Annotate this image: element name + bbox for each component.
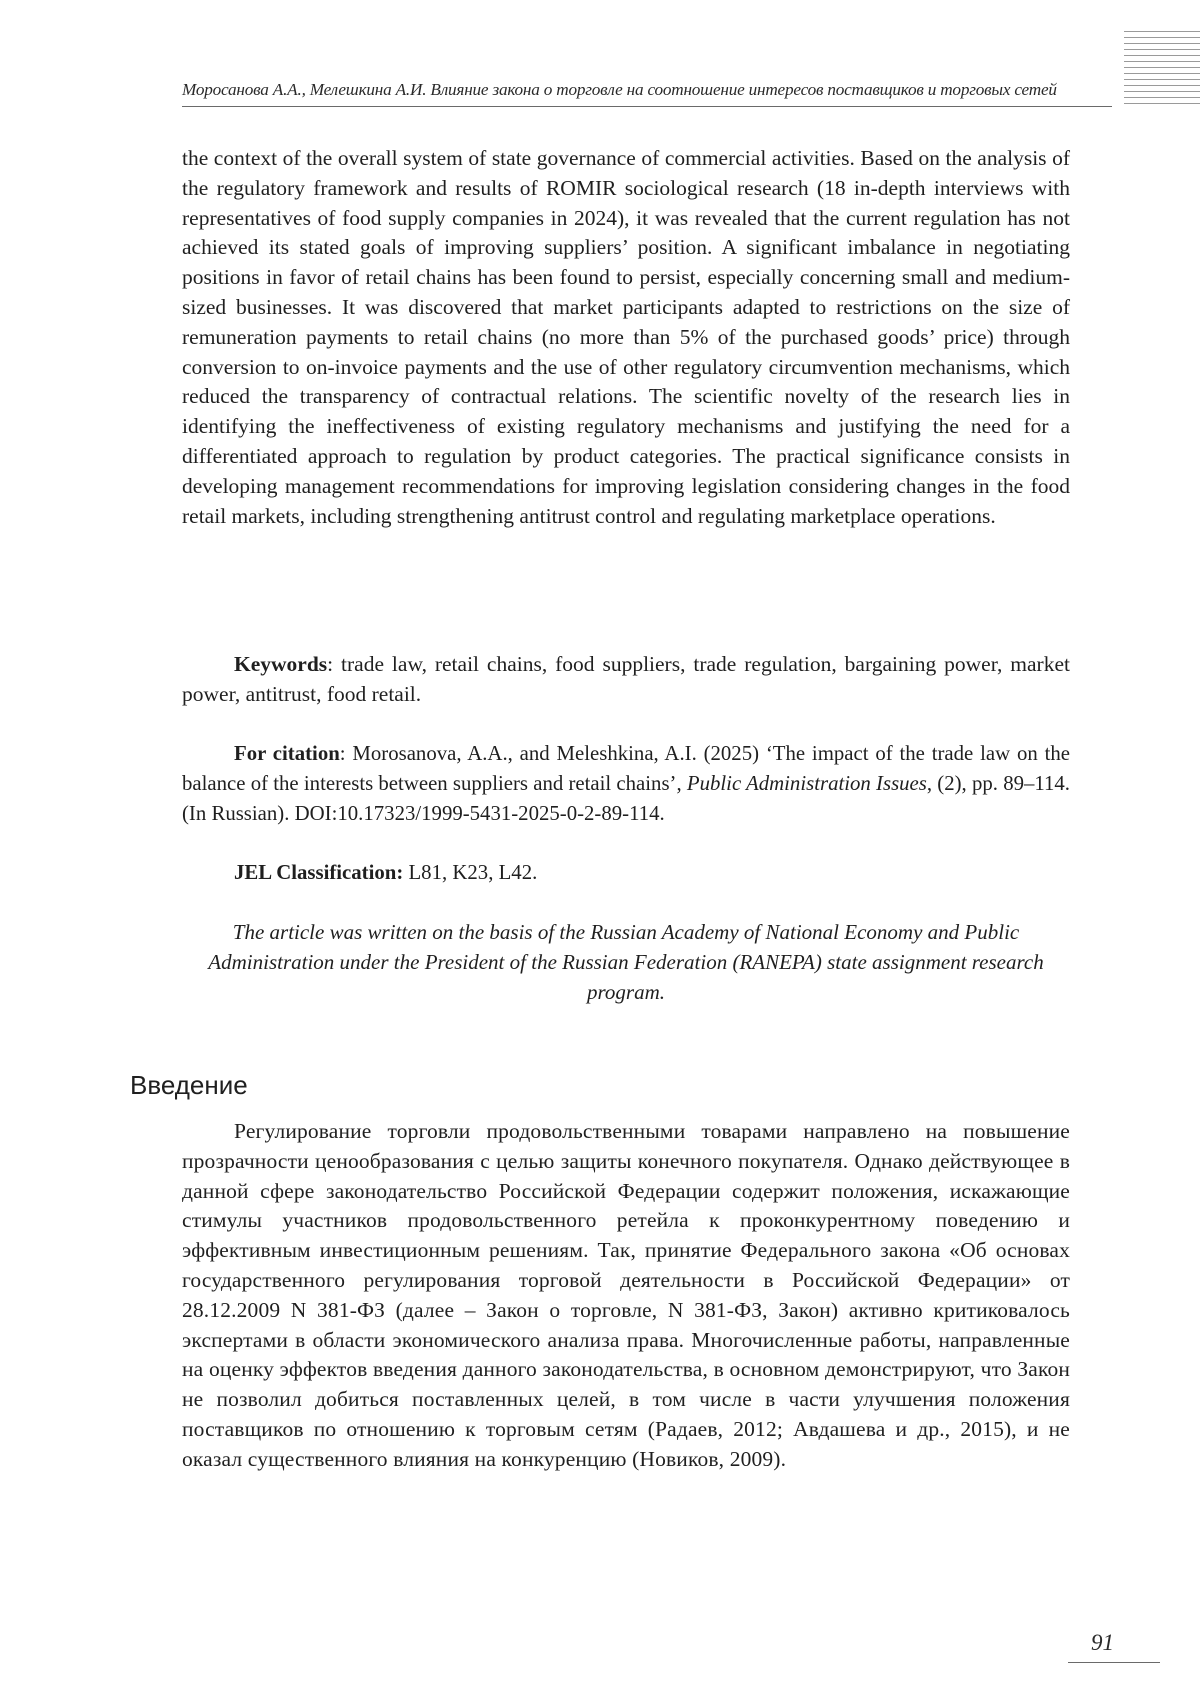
keywords-text: : trade law, retail chains, food suppliers, trade regulation, bargaining power, market power, antitrust, food retail.	[182, 652, 1070, 706]
citation-label: For citation	[234, 742, 340, 765]
abstract-paragraph: the context of the overall system of state governance of commercial activities. Based on the analysis of the regulatory framework and results of ROMIR sociological research (18 in-depth interviews with representatives of food supply companies in 2024), it was revealed that the current regulation has not achieved its stated goals of improving suppliers’ position. A significant imbalance in negotiating positions in favor of retail chains has been found to persist, especially concerning small and medium-sized businesses. It was discovered that market participants adapted to restrictions on the size of remuneration payments to retail chains (no more than 5% of the purchased goods’ price) through conversion to on-invoice payments and the use of other regulatory circumvention mechanisms, which reduced the transparency of contractual relations. The scientific novelty of the research lies in identifying the ineffectiveness of existing regulatory mechanisms and justifying the need for a differentiated approach to regulation by product categories. The practical significance consists in developing management recommendations for improving legislation considering changes in the food retail markets, including strengthening antitrust control and regulating marketplace operations.	[182, 146, 1070, 528]
citation-paragraph	[182, 739, 1070, 828]
section-heading-introduction: Введение	[130, 1070, 248, 1100]
header-decorative-lines	[1124, 31, 1200, 109]
citation-journal: Public Administration Issues	[686, 771, 927, 795]
keywords-label: Keywords	[234, 652, 328, 676]
jel-codes: L81, K23, L42.	[403, 861, 538, 884]
citation-text-after: , (2), pp. 89–114. (In Russian). DOI:10.17323/1999-5431-2025-0-2-89-114.	[182, 771, 1071, 825]
keywords-paragraph	[182, 650, 1070, 710]
jel-paragraph	[182, 858, 1070, 888]
funding-note: The article was written on the basis of the Russian Academy of National Economy and Public Administration under the President of the Russian Federation (RANEPA) state assignment research program.	[208, 920, 1044, 1004]
citation-text-before: : Morosanova, A.A., and Meleshkina, A.I. (2025) ‘The impact of the trade law on the balance of the interests between suppliers and retail chains’,	[182, 742, 1070, 795]
running-header-title: Моросанова А.А., Мелешкина А.И. Влияние закона о торговле на соотношение интересов поставщиков и торговых сетей	[182, 80, 1057, 99]
header-divider	[182, 106, 1112, 107]
introduction-paragraph: Регулирование торговли продовольственными товарами направлено на повышение прозрачности ценообразования с целью защиты конечного покупателя. Однако действующее в данной сфере законодательство Российской Федерации содержит положения, искажающие стимулы участников продовольственного ретейла к проконкурентному поведению и эффективным инвестиционным решениям. Так, принятие Федерального закона «Об основах государственного регулирования торговой деятельности в Российской Федерации» от 28.12.2009 N 381-ФЗ (далее – Закон о торговле, N 381-ФЗ, Закон) активно критиковалось экспертами в области экономического анализа права. Многочисленные работы, направленные на оценку эффектов введения данного законодательства, в основном демонстрируют, что Закон не позволил добиться поставленных целей, в том числе в части улучшения положения поставщиков по отношению к торговым сетям (Радаев, 2012; Авдашева и др., 2015), и не оказал существенного влияния на конкуренцию (Новиков, 2009).	[182, 1119, 1070, 1471]
jel-label: JEL Classification:	[234, 861, 404, 884]
footer-divider	[1068, 1662, 1160, 1663]
page-number: 91	[1091, 1630, 1114, 1655]
